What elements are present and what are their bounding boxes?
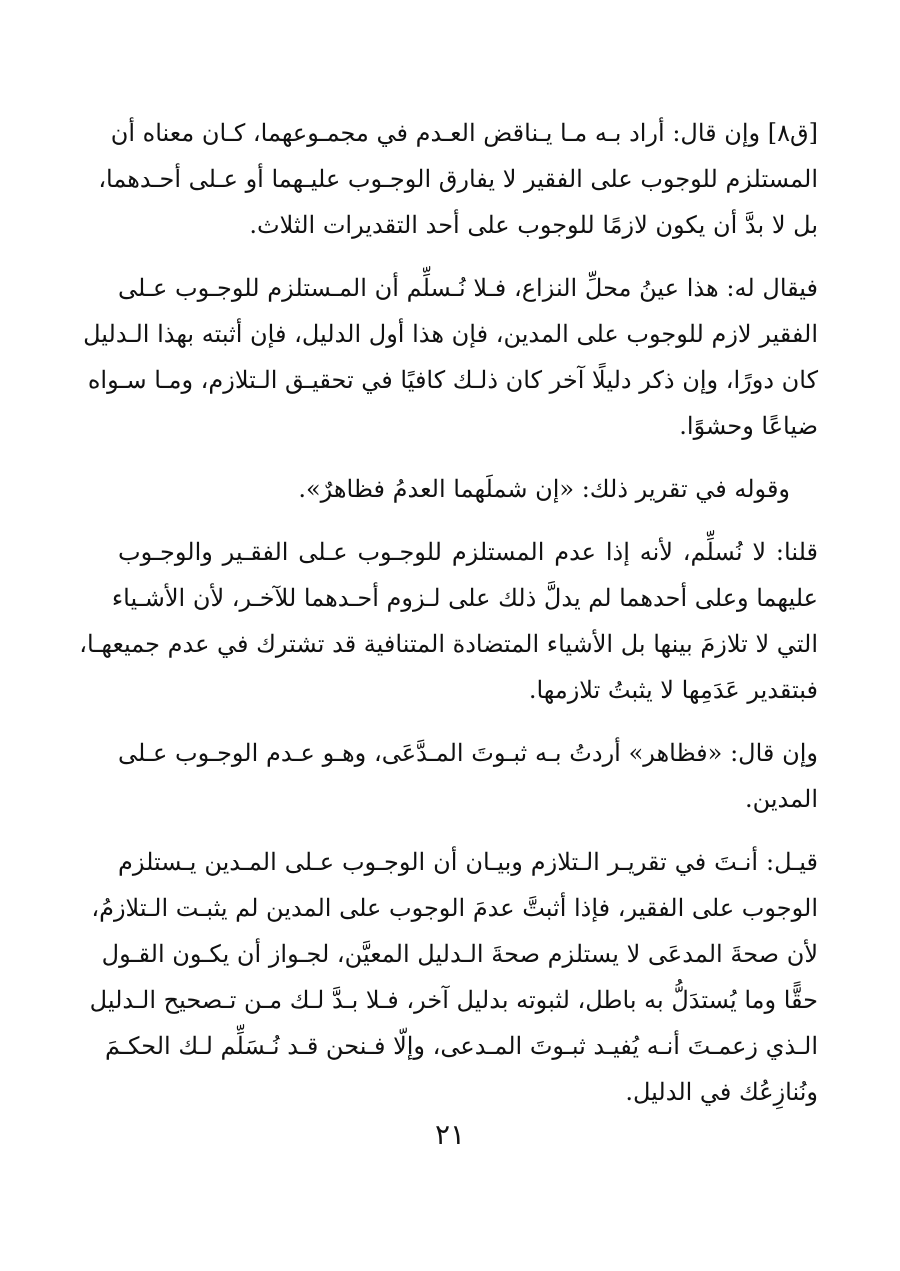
text-line: قلنا: لا نُسلِّم، لأنه إذا عدم المستلزم للوجـوب عـلى الفقـير والوجـوب bbox=[118, 538, 818, 566]
text-line: ونُنازِعُك في الدليل. bbox=[625, 1078, 818, 1106]
text-line: [ق٨] وإن قال: أراد بـه مـا يـناقض العـدم في مجمـوعهما، كـان معناه أن bbox=[110, 119, 818, 147]
text-line: المستلزم للوجوب على الفقير لا يفارق الوجـوب عليـهما أو عـلى أحـدهما، bbox=[98, 165, 818, 193]
paragraph-6 bbox=[89, 839, 818, 1115]
page-number: ٢١ bbox=[434, 1118, 466, 1151]
paragraph-3 bbox=[118, 466, 818, 512]
text-line: وإن قال: «فظاهر» أردتُ بـه ثبـوتَ المـدَّعَى، وهـو عـدم الوجـوب عـلى bbox=[118, 739, 819, 767]
paragraph-2 bbox=[83, 265, 818, 449]
text-line: بل لا بدَّ أن يكون لازمًا للوجوب على أحد التقديرات الثلاث. bbox=[249, 211, 818, 239]
text-line: قيـل: أنـتَ في تقريـر الـتلازم وبيـان أن الوجـوب عـلى المـدين يـستلزم bbox=[118, 848, 818, 876]
text-line: عليهما وعلى أحدهما لم يدلَّ ذلك على لـزوم أحـدهما للآخـر، لأن الأشـياء bbox=[111, 584, 818, 612]
text-line: فبتقدير عَدَمِها لا يثبتُ تلازمها. bbox=[528, 676, 818, 704]
paragraph-4 bbox=[79, 529, 818, 713]
text-line: لأن صحةَ المدعَى لا يستلزم صحةَ الـدليل المعيَّن، لجـواز أن يكـون القـول bbox=[101, 940, 818, 968]
text-line: وقوله في تقرير ذلك: «إن شملَهما العدمُ فظاهرٌ». bbox=[298, 475, 790, 503]
body-text bbox=[79, 110, 819, 1132]
text-line: حقًّا وما يُستدَلُّ به باطل، لثبوته بدليل آخر، فـلا بـدَّ لـك مـن تـصحيح الـدليل bbox=[89, 986, 818, 1014]
text-line: كان دورًا، وإن ذكر دليلًا آخر كان ذلـك كافيًا في تحقيـق الـتلازم، ومـا سـواه bbox=[87, 366, 818, 394]
text-line: الـذي زعمـتَ أنـه يُفيـد ثبـوتَ المـدعى، وإلّا فـنحن قـد نُـسَلِّم لـك الحكـمَ bbox=[104, 1032, 818, 1060]
text-line: فيقال له: هذا عينُ محلِّ النزاع، فـلا نُـسلِّم أن المـستلزم للوجـوب عـلى bbox=[118, 274, 818, 302]
paragraph-5 bbox=[118, 730, 818, 822]
text-line: التي لا تلازمَ بينها بل الأشياء المتضادة المتنافية قد تشترك في عدم جميعهـا، bbox=[79, 630, 818, 658]
text-line: ضياعًا وحشوًا. bbox=[679, 412, 818, 440]
text-line: الفقير لازم للوجوب على المدين، فإن هذا أول الدليل، فإن أثبته بهذا الـدليل bbox=[83, 320, 818, 348]
text-line: الوجوب على الفقير، فإذا أثبتَّ عدمَ الوجوب على المدين لم يثبـت الـتلازمُ، bbox=[91, 894, 818, 922]
text-line: المدين. bbox=[744, 785, 818, 813]
paragraph-1 bbox=[98, 110, 818, 248]
